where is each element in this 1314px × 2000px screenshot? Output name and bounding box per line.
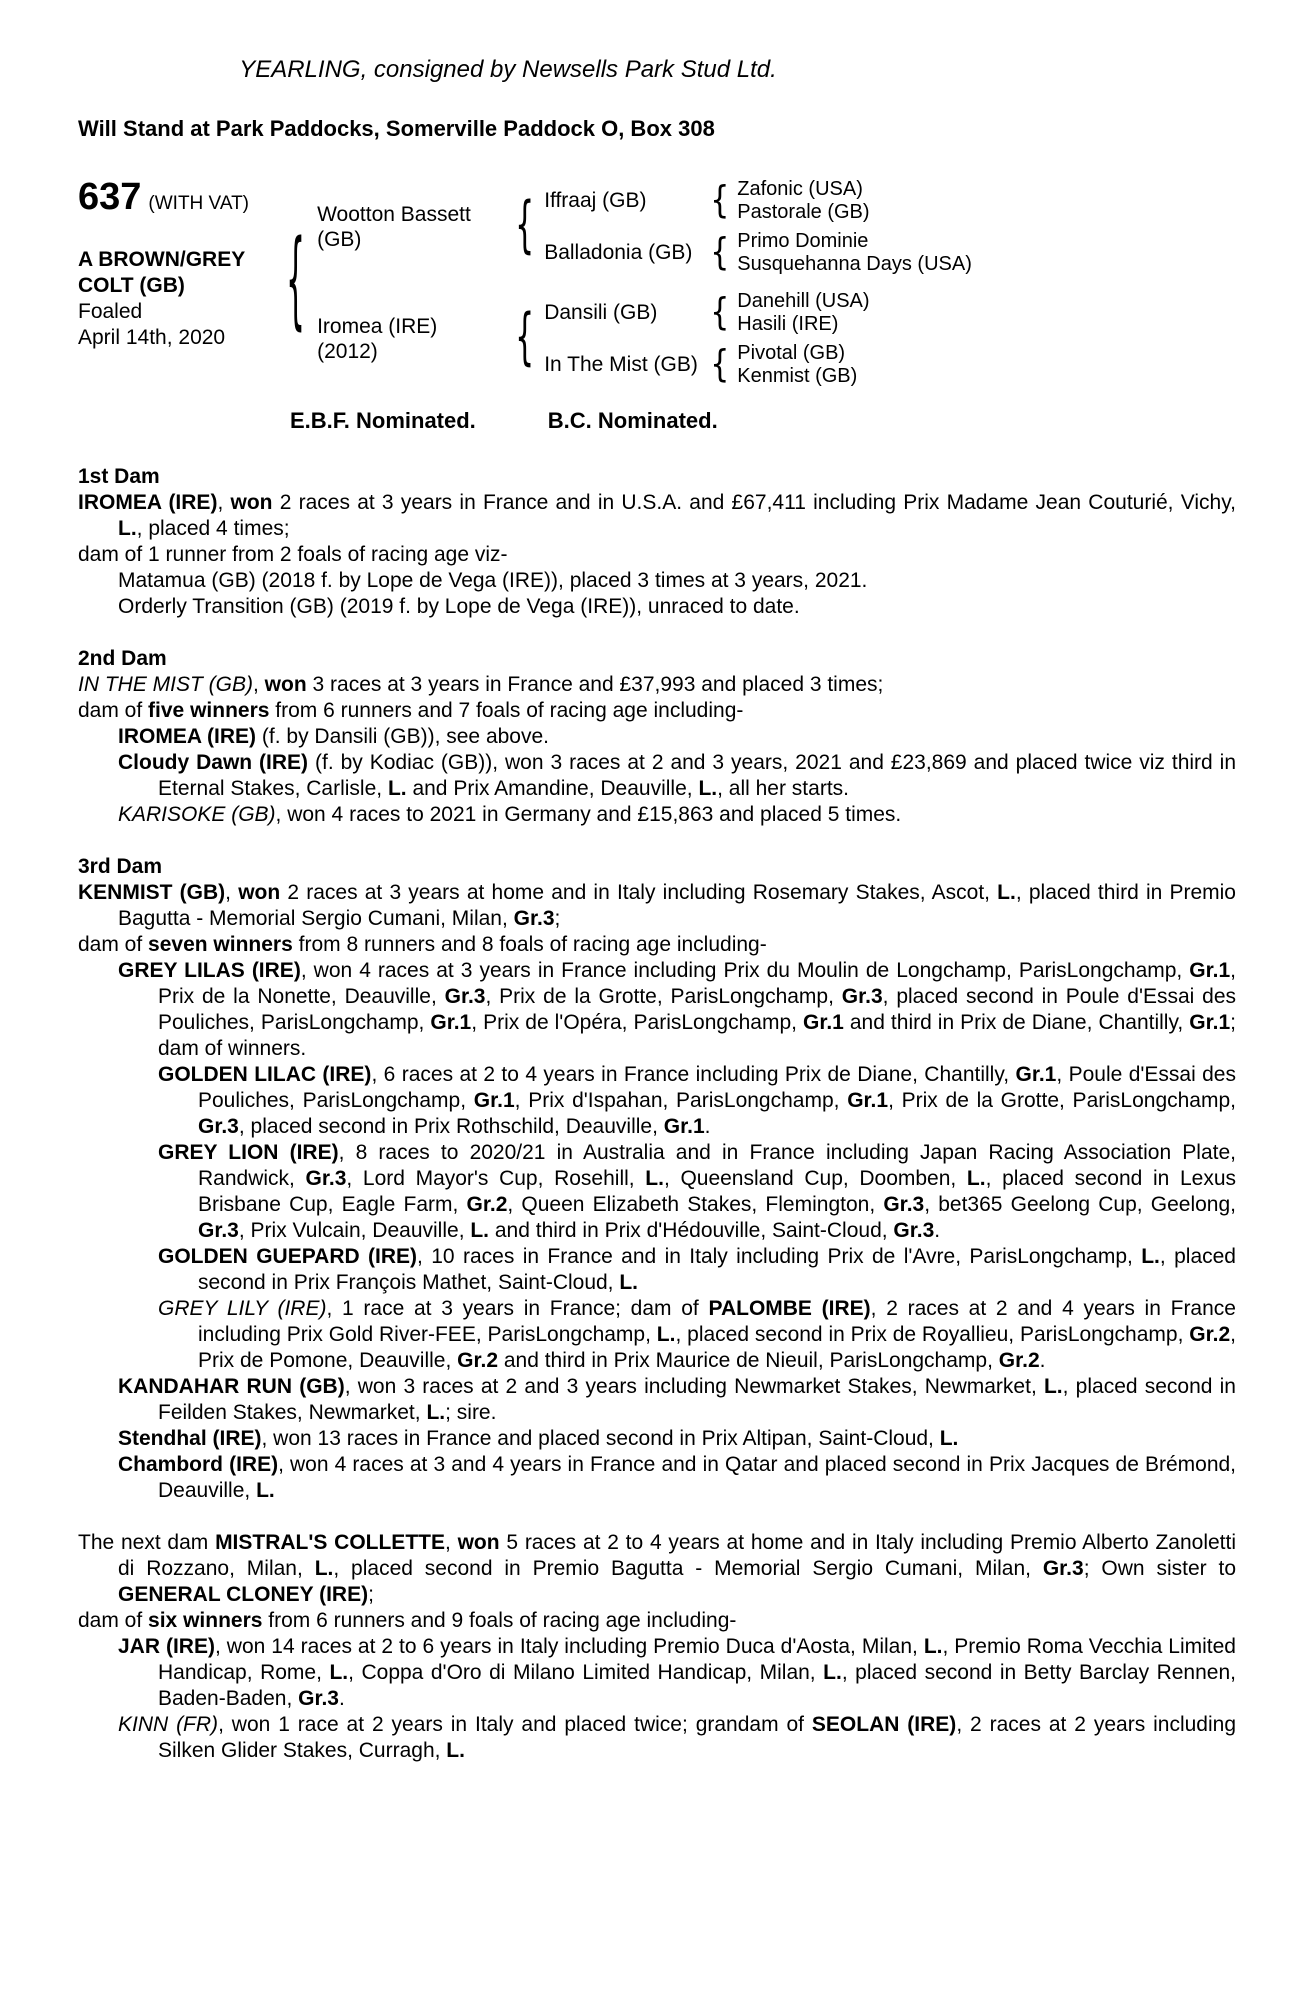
pedigree-paragraph: GREY LILAS (IRE), won 4 races at 3 years in France including Prix du Moulin de Longchamp, ParisLongchamp, Gr.1, Prix de la Nonette, Deauville, Gr.3, Prix de la Grotte, ParisLongchamp, Gr.3, placed second in Poule d'Essai des Pouliches, ParisLongchamp, Gr.1, Prix de l'Opéra, ParisLongchamp, Gr.1 and third in Prix de Diane, Chantilly, Gr.1; dam of winners. [118,959,1237,1060]
sire-name: Wootton Bassett (GB) [317,203,471,251]
section-gap [78,620,1236,646]
nominations-row [290,408,1236,434]
dam-brace-icon: { [515,302,535,374]
pedigree-paragraph: IROMEA (IRE), won 2 races at 3 years in France and in U.S.A. and £67,411 including Prix Madame Jean Couturié, Vichy, L., placed 4 times; [78,491,1236,540]
bc-nominated-label: B.C. Nominated. [547,408,718,433]
sire-dam-brace-icon: { [710,230,730,275]
ebf-nominated-label: E.B.F. Nominated. [290,408,476,433]
pedigree-paragraph: GREY LILY (IRE), 1 race at 3 years in France; dam of PALOMBE (IRE), 2 races at 2 and 4 years in France including Prix Gold River-FEE, ParisLongchamp, L., placed second in Prix de Royallieu, ParisLongchamp, Gr.2, Prix de Pomone, Deauville, Gr.2 and third in Prix Maurice de Nieuil, ParisLongchamp, Gr.2. [158,1297,1236,1372]
pedigree-paragraph: Chambord (IRE), won 4 races at 3 and 4 years in France and in Qatar and placed second in Prix Jacques de Brémond, Deauville, L. [118,1453,1237,1502]
pedigree-paragraph: dam of six winners from 6 runners and 9 foals of racing age including- [78,1609,737,1632]
pedigree-paragraph: dam of seven winners from 8 runners and 8 foals of racing age including- [78,933,767,956]
pedigree-paragraph: KENMIST (GB), won 2 races at 3 years at home and in Italy including Rosemary Stakes, Ascot, L., placed third in Premio Bagutta - Memorial Sergio Cumani, Milan, Gr.3; [78,881,1236,930]
pedigree-paragraph: Cloudy Dawn (IRE) (f. by Kodiac (GB)), won 3 races at 2 and 3 years, 2021 and £23,869 and placed twice viz third in Eternal Stakes, Carlisle, L. and Prix Amandine, Deauville, L., all her starts. [118,751,1237,800]
pedigree-paragraph: dam of 1 runner from 2 foals of racing age viz- [78,543,508,566]
dam-sire-dam-name: Hasili (IRE) [737,313,839,335]
lot-details [78,176,286,351]
dam-sire-sire-name: Danehill (USA) [737,290,870,312]
stand-location-line: Will Stand at Park Paddocks, Somerville Paddock O, Box 308 [78,116,715,141]
sire-dam-name: Balladonia (GB) [544,241,693,264]
lot-number-row [78,176,286,219]
sire-dam-sire-name: Primo Dominie [737,230,869,252]
horse-description [78,247,286,299]
pedigree-table [286,178,1236,388]
dam-sire-block [534,290,1236,336]
pedigree-paragraph: GOLDEN LILAC (IRE), 6 races at 2 to 4 years in France including Prix de Diane, Chantilly, Gr.1, Poule d'Essai des Pouliches, ParisLongchamp, Gr.1, Prix d'Ispahan, ParisLongchamp, Gr.1, Prix de la Grotte, ParisLongchamp, Gr.3, placed second in Prix Rothschild, Deauville, Gr.1. [158,1063,1236,1138]
dam-name: Iromea (IRE) [317,315,438,338]
lot-number: 637 [78,176,142,218]
dam-dam-brace-icon: { [710,342,730,387]
section-gap [78,1504,1236,1530]
dam-dam-dam-name: Kenmist (GB) [737,365,858,387]
section-heading: 3rd Dam [78,855,163,878]
lot-header-block [78,176,1236,388]
pedigree-paragraph: The next dam MISTRAL'S COLLETTE, won 5 races at 2 to 4 years at home and in Italy including Premio Alberto Zanoletti di Rozzano, Milan, L., placed second in Premio Bagutta - Memorial Sergio Cumani, Milan, Gr.3; Own sister to GENERAL CLONEY (IRE); [78,1531,1236,1606]
sire-dam-block [534,230,1236,276]
dam-dam-sire-name: Pivotal (GB) [737,342,846,364]
dam-dam-block [534,342,1236,388]
horse-description-line2: COLT (GB) [78,274,185,297]
pedigree-paragraph: Stendhal (IRE), won 13 races in France and placed second in Prix Altipan, Saint-Cloud, L. [118,1427,959,1450]
sire-sire-dam-name: Pastorale (GB) [737,201,870,223]
dam-block [305,290,1236,388]
pedigree-paragraph: GREY LION (IRE), 8 races to 2020/21 in Australia and in France including Japan Racing Association Plate, Randwick, Gr.3, Lord Mayor's Cup, Rosehill, L., Queensland Cup, Doomben, L., placed second in Lexus Brisbane Cup, Eagle Farm, Gr.2, Queen Elizabeth Stakes, Flemington, Gr.3, bet365 Geelong Cup, Geelong, Gr.3, Prix Vulcain, Deauville, L. and third in Prix d'Hédouville, Saint-Cloud, Gr.3. [158,1141,1237,1242]
pedigree-paragraph: KINN (FR), won 1 race at 2 years in Italy and placed twice; grandam of SEOLAN (IRE), 2 races at 2 years including Silken Glider Stakes, Curragh, L. [118,1713,1236,1762]
horse-description-line1: A BROWN/GREY [78,248,246,271]
sire-brace-icon: { [515,190,535,262]
consignor-line: YEARLING, consigned by Newsells Park Stud Ltd. [239,56,777,83]
dam-name-cell [305,314,515,364]
catalogue-sections [78,464,1236,1790]
pedigree-paragraph: IROMEA (IRE) (f. by Dansili (GB)), see above. [118,725,549,748]
foaled-date: April 14th, 2020 [78,326,226,349]
sire-dam-dam-name: Susquehanna Days (USA) [737,253,972,275]
pedigree-paragraph: GOLDEN GUEPARD (IRE), 10 races in France and in Italy including Prix de l'Avre, ParisLongchamp, L., placed second in Prix François Mathet, Saint-Cloud, L. [158,1245,1236,1294]
sire-sire-sire-name: Zafonic (USA) [737,178,863,200]
section-heading: 2nd Dam [78,647,167,670]
sire-sire-brace-icon: { [710,178,730,223]
pedigree-paragraph: KANDAHAR RUN (GB), won 3 races at 2 and 3 years including Newmarket Stakes, Newmarket, L., placed second in Feilden Stakes, Newmarket, L.; sire. [118,1375,1236,1424]
dam-sire-brace-icon: { [710,290,730,335]
section-gap [78,828,1236,854]
dam-year: (2012) [317,340,378,363]
dam-sire-name: Dansili (GB) [544,301,658,324]
sire-sire-block [534,178,1236,224]
foaled-label: Foaled [78,300,143,323]
pedigree-paragraph: JAR (IRE), won 14 races at 2 to 6 years in Italy including Premio Duca d'Aosta, Milan, L., Premio Roma Vecchia Limited Handicap, Rome, L., Coppa d'Oro di Milano Limited Handicap, Milan, L., placed second in Betty Barclay Rennen, Baden-Baden, Gr.3. [118,1635,1236,1710]
pedigree-paragraph: IN THE MIST (GB), won 3 races at 3 years in France and £37,993 and placed 3 times; [78,673,884,696]
sire-block [305,178,1236,276]
vat-note: (WITH VAT) [148,193,250,214]
pedigree-paragraph: Orderly Transition (GB) (2019 f. by Lope de Vega (IRE)), unraced to date. [118,595,800,618]
sire-sire-name: Iffraaj (GB) [544,189,647,212]
pedigree-paragraph: dam of five winners from 6 runners and 7 foals of racing age including- [78,699,744,722]
pedigree-root-brace-icon: { [286,219,306,344]
pedigree-paragraph: KARISOKE (GB), won 4 races to 2021 in Germany and £15,863 and placed 5 times. [118,803,902,826]
dam-dam-name: In The Mist (GB) [544,353,698,376]
pedigree-paragraph: Matamua (GB) (2018 f. by Lope de Vega (IRE)), placed 3 times at 3 years, 2021. [118,569,868,592]
section-gap [78,1764,1236,1790]
section-heading: 1st Dam [78,465,160,488]
